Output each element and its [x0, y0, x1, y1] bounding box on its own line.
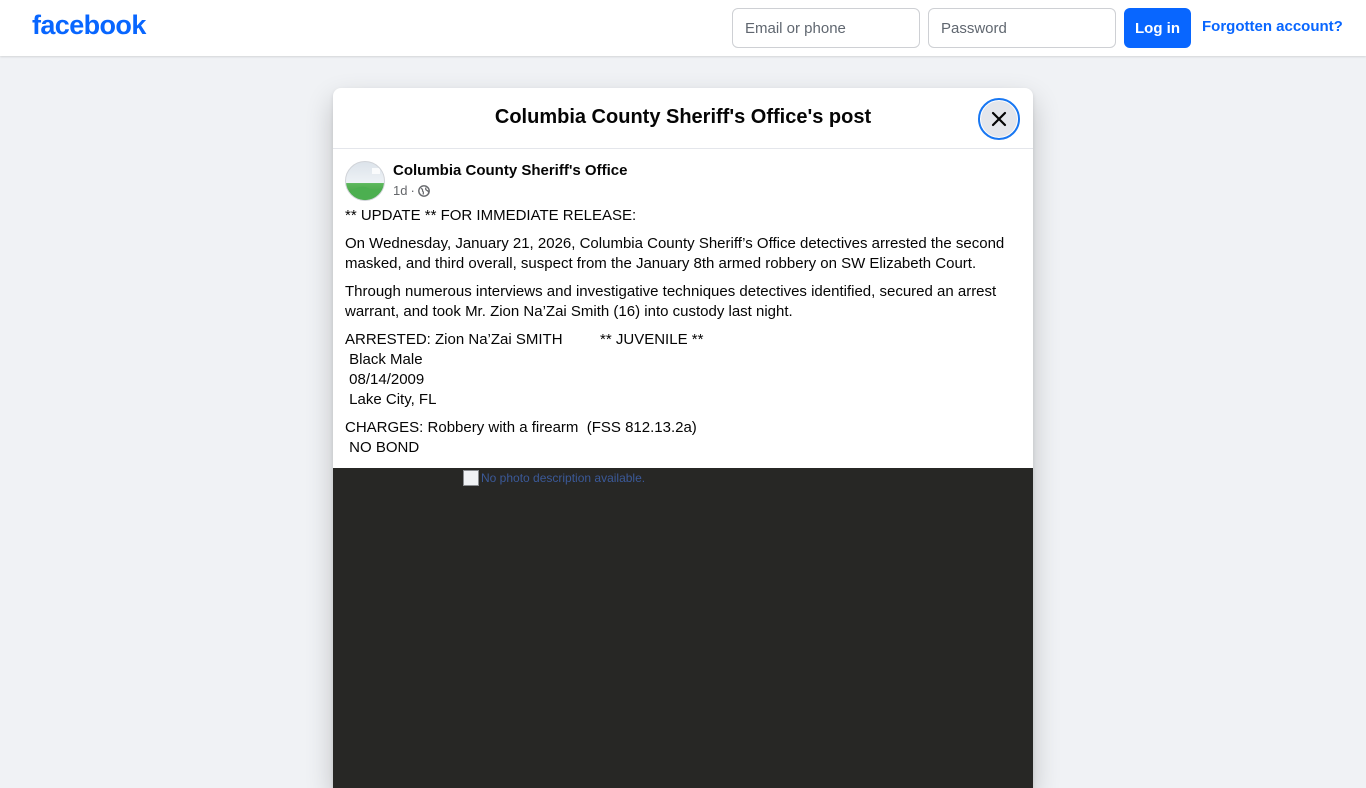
- log-in-button[interactable]: Log in: [1124, 8, 1191, 48]
- post-paragraph: ARRESTED: Zion Na’Zai SMITH ** JUVENILE ** Black Male 08/14/2009 Lake City, FL: [345, 331, 704, 408]
- close-button[interactable]: [978, 98, 1020, 140]
- email-field[interactable]: [732, 8, 920, 48]
- post-paragraph: CHARGES: Robbery with a firearm (FSS 812.13.2a) NO BOND: [345, 419, 697, 456]
- globe-icon: [418, 185, 430, 197]
- post-modal: [333, 88, 1033, 788]
- meta-separator: ·: [410, 183, 415, 198]
- close-icon: [991, 111, 1007, 127]
- facebook-logo[interactable]: facebook: [32, 10, 146, 40]
- broken-image-icon: [463, 470, 479, 486]
- post-time[interactable]: 1d: [393, 183, 408, 198]
- post-photo[interactable]: [333, 468, 1033, 788]
- modal-header: [333, 88, 1033, 149]
- avatar-image: [346, 162, 385, 201]
- password-field[interactable]: [928, 8, 1116, 48]
- post-paragraph: Through numerous interviews and investigative techniques detectives identified, secured an arrest warrant, and took Mr. Zion Na’Zai Smith (16) into custody last night.: [345, 283, 1001, 320]
- top-bar: [0, 0, 1366, 56]
- author-name[interactable]: Columbia County Sheriff's Office: [393, 162, 628, 179]
- post-body: [345, 206, 1009, 466]
- photo-alt-label: No photo description available.: [481, 471, 646, 485]
- modal-title: Columbia County Sheriff's Office's post: [494, 106, 872, 128]
- forgotten-account-link[interactable]: Forgotten account?: [1202, 18, 1343, 35]
- post-paragraph: On Wednesday, January 21, 2026, Columbia County Sheriff’s Office detectives arrested the second masked, and third overall, suspect from the January 8th armed robbery on SW Elizabeth Court.: [345, 235, 1009, 272]
- post-paragraph: ** UPDATE ** FOR IMMEDIATE RELEASE:: [345, 207, 637, 224]
- avatar[interactable]: [345, 161, 385, 201]
- post-meta: [393, 183, 430, 198]
- photo-alt-text: [463, 470, 645, 486]
